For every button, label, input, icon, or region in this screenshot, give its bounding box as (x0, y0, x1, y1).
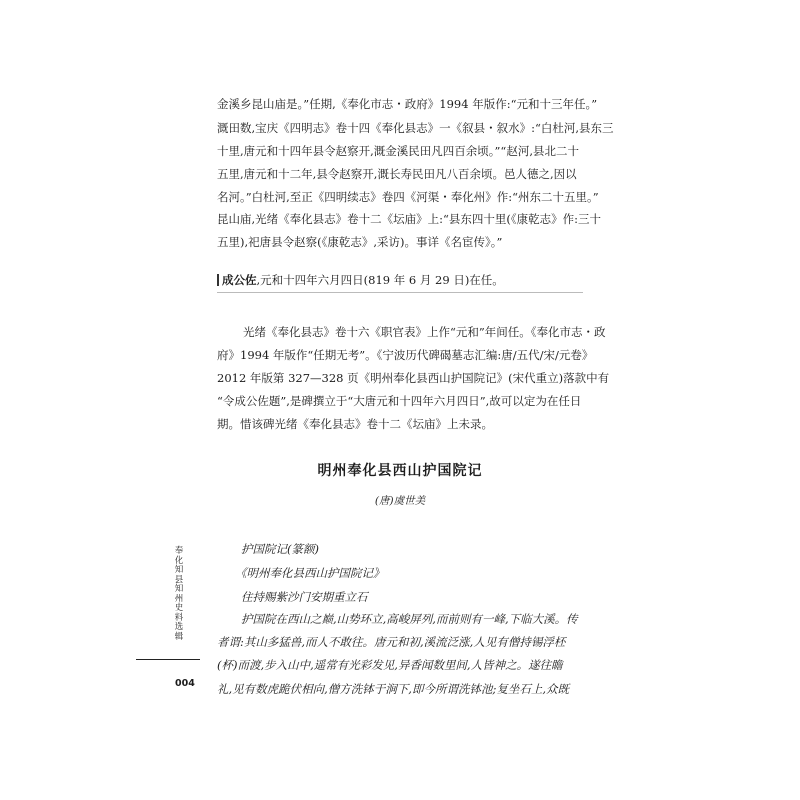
text-line: 五里,唐元和十二年,县令赵察开,溉长寿民田凡八百余顷。邑人德之,因以 (217, 167, 577, 181)
text-line: 名河。”白杜河,至正《四明续志》卷四《河渠・奉化州》作:“州东二十五里。” (217, 190, 599, 204)
text-line: “令成公佐题”,是碑撰立于“大唐元和十四年六月四日”,故可以定为在任日 (217, 394, 582, 408)
article-title: 明州奉化县西山护国院记 (317, 463, 483, 479)
text-line: 者谓:其山多猛兽,而人不敢往。唐元和初,溪流泛涨,人见有僧持锡浮柸 (217, 635, 566, 649)
text-line: 2012 年版第 327—328 页《明州奉化县西山护国院记》(宋代重立)落款中有 (217, 371, 610, 385)
text-line: 金溪乡昆山庙是。”任期,《奉化市志・政府》1994 年版作:“元和十三年任。” (217, 97, 598, 111)
text-line: 昆山庙,光绪《奉化县志》卷十二《坛庙》上:“县东四十里(《康乾志》作:三十 (217, 212, 602, 226)
text-line: 护国院在西山之巅,山势环立,高峻屏列,而前则有一峰,下临大溪。传 (241, 612, 578, 626)
text-line: 十里,唐元和十四年县令赵察开,溉金溪民田凡四百余顷。”“赵河,县北二十 (217, 144, 579, 158)
entry-marker (217, 274, 219, 286)
official-entry (217, 272, 504, 288)
text-line: 《明州奉化县西山护国院记》 (235, 566, 385, 580)
official-name: 成公佐 (222, 273, 257, 287)
text-line: (杯)而渡,步入山中,遥常有光彩发见,异香闻数里间,人皆神之。遂往瞻 (217, 658, 563, 672)
official-tenure: ,元和十四年六月四日(819 年 6 月 29 日)在任。 (256, 273, 504, 287)
section-divider (217, 292, 583, 293)
article-author: (唐)虞世美 (374, 495, 426, 507)
text-line: 光绪《奉化县志》卷十六《职官表》上作“元和”年间任。《奉化市志・政 (243, 325, 606, 339)
text-line: 礼,见有数虎跪伏相向,僧方洗钵于涧下,即今所谓洗钵池;复坐石上,众既 (217, 682, 569, 696)
text-line: 五里),祀唐县令赵察(《康乾志》,采访)。事详《名宦传》。” (217, 235, 503, 249)
page-number: 004 (175, 678, 195, 689)
text-line: 住持赐紫沙门安期重立石 (241, 590, 368, 604)
sidebar-rule (136, 659, 200, 660)
text-line: 溉田数,宝庆《四明志》卷十四《奉化县志》一《叙县・叙水》:“白杜河,县东三 (217, 121, 614, 135)
text-line: 期。惜该碑光绪《奉化县志》卷十二《坛庙》上未录。 (217, 417, 493, 431)
text-line: 护国院记(篆额) (241, 542, 319, 556)
book-title-vertical: 奉化知县知州史料选辑 (174, 546, 184, 642)
text-line: 府》1994 年版作“任期无考”。《宁波历代碑碣墓志汇编:唐/五代/宋/元卷》 (217, 348, 594, 362)
